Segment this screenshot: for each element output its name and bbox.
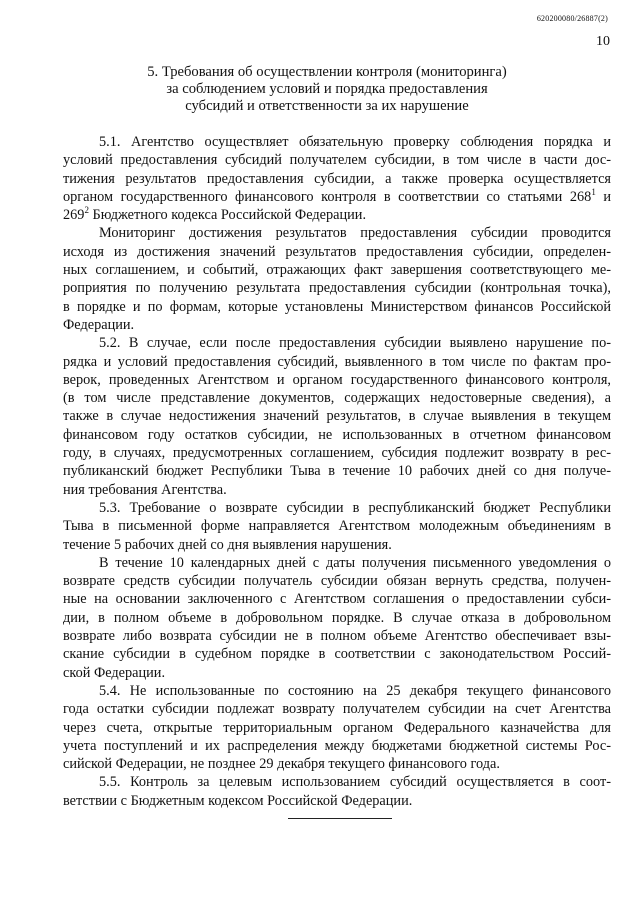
text-line: (в том числе представление документов, содержащих недостоверные сведения), а <box>63 390 611 407</box>
paragraph-5-5 <box>63 773 611 810</box>
text-line: 5.5. Контроль за целевым использованием субсидий осуществляется в соот- <box>99 774 611 791</box>
text-line: тижения результатов предоставления субсидии, а также проверка осуществляется <box>63 170 611 187</box>
text-line: 5.4. Не использованные по состоянию на 25 декабря текущего финансового <box>99 682 611 699</box>
text-line <box>63 206 611 224</box>
section-title-line: за соблюдением условий и порядка предоставления <box>166 81 488 97</box>
text-line: ния требования Агентства. <box>63 481 227 498</box>
page-number: 10 <box>596 34 610 49</box>
text-line: Тыва в письменной форме направляется Агентством молодежным объединениям в <box>63 518 611 535</box>
document-registration-number: 620200080/26887(2) <box>536 14 608 23</box>
text-line: финансовом году остатков субсидии, не использованных в отчетном финансовом <box>63 426 611 443</box>
text-line: учета поступлений и их распределения между бюджетами бюджетной системы Рос- <box>63 737 611 754</box>
text-line: Федерации. <box>63 316 135 333</box>
text-line: условий предоставления субсидий получателем субсидии, в том числе в части дос- <box>63 152 611 169</box>
text-line: ные на основании заключенного с Агентством соглашения о предоставлении субси- <box>63 591 611 608</box>
paragraph-5-3 <box>63 499 611 554</box>
document-body <box>63 133 611 810</box>
section-title <box>92 64 562 115</box>
paragraph-refund <box>63 554 611 682</box>
text-line: возврате либо возврата субсидии не в полном объеме Агентство обеспечивает взы- <box>63 628 611 645</box>
text-line: также в случае недостижения значений результатов, в случае выявления в текущем <box>63 408 611 425</box>
text-line: 5.3. Требование о возврате субсидии в республиканский бюджет Республики <box>99 499 611 516</box>
text-line: 5.1. Агентство осуществляет обязательную проверку соблюдения порядка и <box>99 134 611 150</box>
text-line: В течение 10 календарных дней с даты получения письменного уведомления о <box>99 554 611 571</box>
text-line: роприятия по получению результата предоставления субсидии (контрольная точка), <box>63 280 611 297</box>
text-line-segment: органом государственного финансового контроля в соответствии со статьями 268 <box>63 188 592 205</box>
superscript: 2 <box>84 206 89 216</box>
text-line-segment: и <box>595 188 611 205</box>
text-line: публиканский бюджет Республики Тыва в течение 10 рабочих дней со дня получе- <box>63 463 611 480</box>
text-line: верок, проведенных Агентством и органом государственного финансового контроля, <box>63 371 611 388</box>
paragraph-monitoring <box>63 224 611 334</box>
text-line: году, в случаях, предусмотренных соглашением, субсидия подлежит возврату в рес- <box>63 445 611 462</box>
text-line: через счета, открытые территориальным органом Федерального казначейства для <box>63 719 611 736</box>
paragraph-5-2 <box>63 334 611 499</box>
text-line: ных соглашением, и событий, отражающих факт завершения соответствующего ме- <box>63 262 611 279</box>
text-line: исходя из достижения значений результатов предоставления субсидии, определен- <box>63 243 611 260</box>
text-line: возврате средств субсидии получатель субсидии обязан вернуть средства, получен- <box>63 573 611 590</box>
end-of-text-rule <box>288 818 392 819</box>
text-line-segment: 269 <box>63 207 85 224</box>
text-line: Мониторинг достижения результатов предоставления субсидии проводится <box>99 225 611 242</box>
section-title-line: субсидий и ответственности за их нарушение <box>185 98 469 114</box>
text-line: сийской Федерации, не позднее 29 декабря текущего финансового года. <box>63 756 500 773</box>
section-title-line: 5. Требования об осуществлении контроля (мониторинга) <box>147 64 507 80</box>
text-line: ской Федерации. <box>63 664 166 681</box>
text-line <box>63 188 611 206</box>
paragraph-5-1 <box>63 133 611 224</box>
superscript: 1 <box>591 187 596 198</box>
text-line: года остатки субсидии подлежат возврату получателем субсидии на счет Агентства <box>63 701 611 718</box>
text-line: рядка и условий предоставления субсидий, выявленного в том числе по фактам про- <box>63 353 611 370</box>
text-line: скание субсидии в судебном порядке в соответствии с законодательством Россий- <box>63 646 611 663</box>
text-line: течение 5 рабочих дней со дня выявления нарушения. <box>63 536 392 553</box>
text-line-segment: Бюджетного кодекса Российской Федерации. <box>92 207 367 224</box>
text-line: 5.2. В случае, если после предоставления субсидии выявлено нарушение по- <box>99 335 611 352</box>
text-line: ветствии с Бюджетным кодексом Российской Федерации. <box>63 792 413 809</box>
text-line: в порядке и по формам, которые установлены Министерством финансов Российской <box>63 298 611 315</box>
paragraph-5-4 <box>63 682 611 773</box>
text-line: дии, в полном объеме в добровольном порядке. В случае отказа в добровольном <box>63 609 611 626</box>
